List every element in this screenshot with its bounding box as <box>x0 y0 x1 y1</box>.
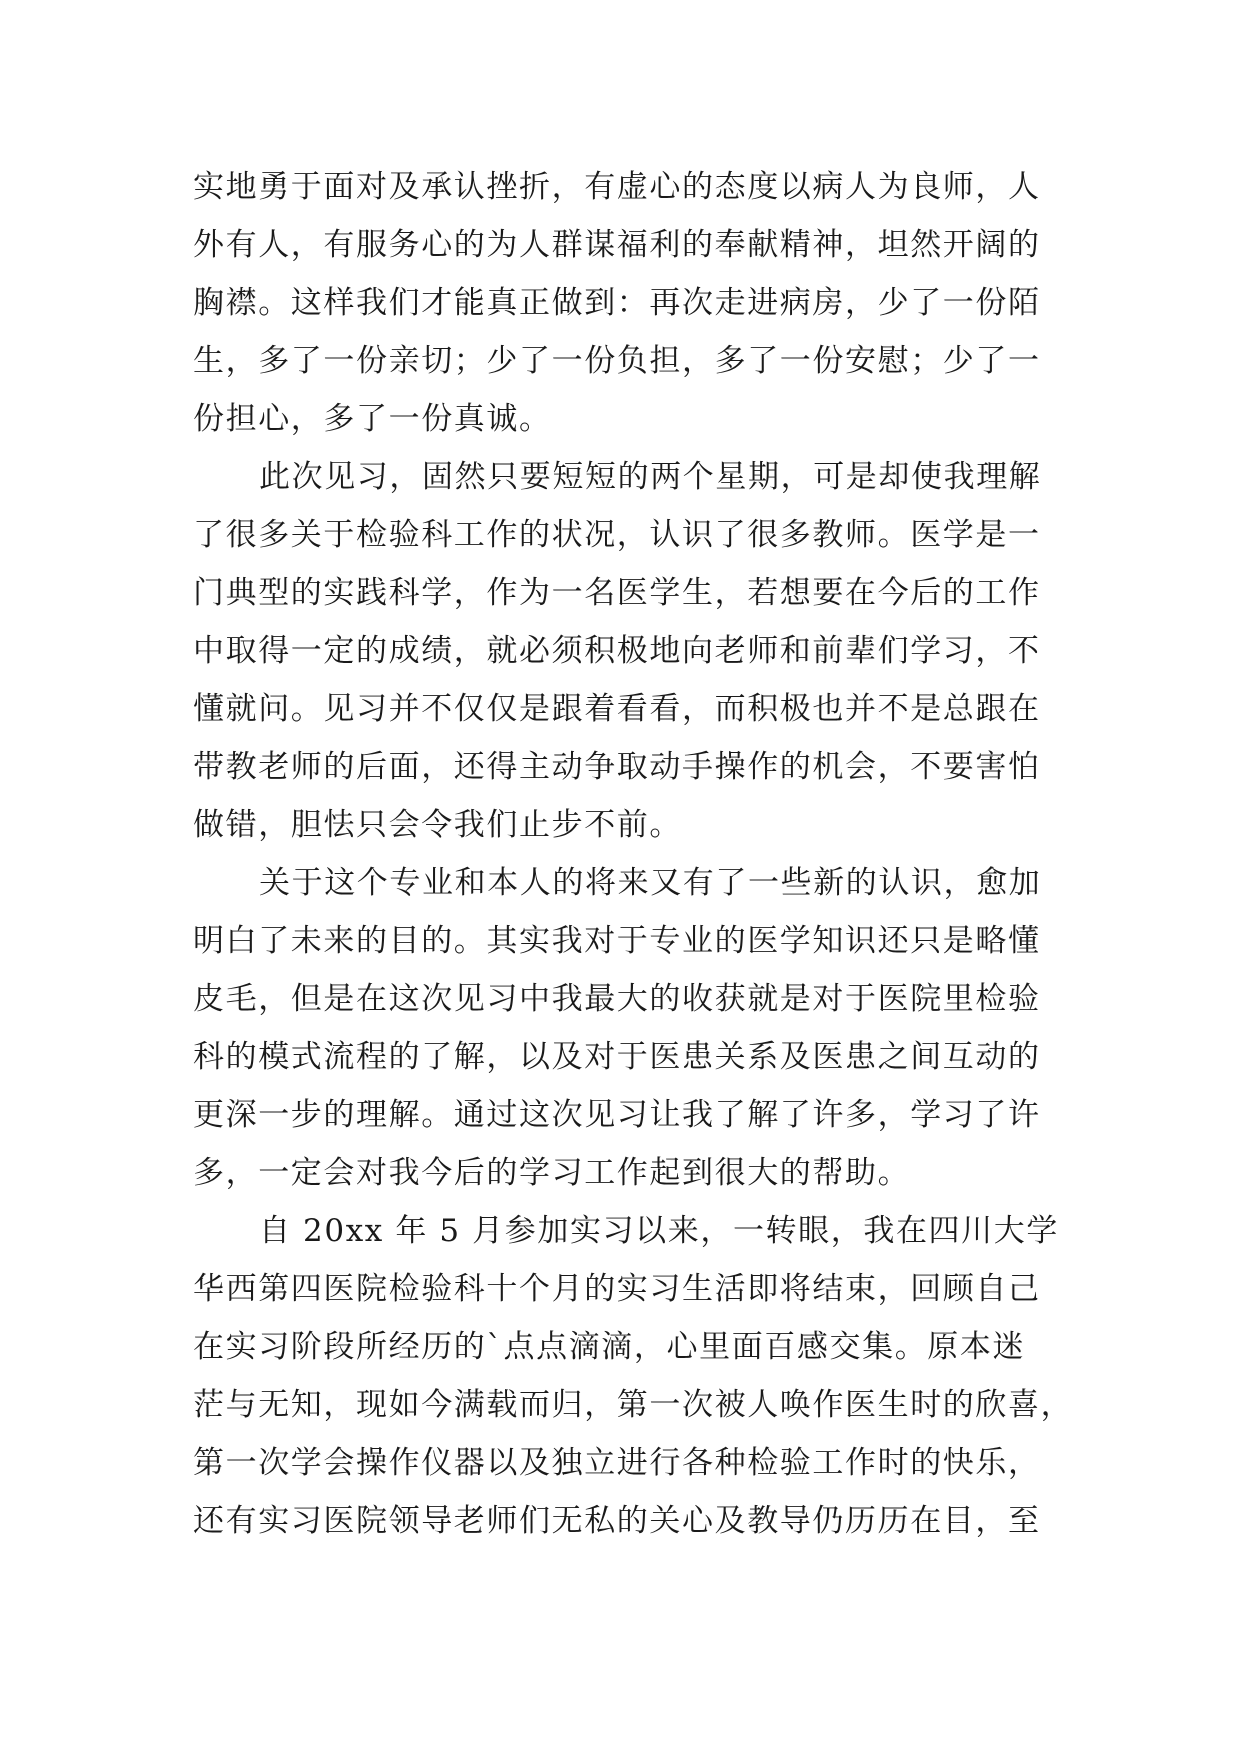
text-line: 外有人，有服务心的为人群谋福利的奉献精神，坦然开阔的 <box>193 227 1041 263</box>
text-line: 更深一步的理解。通过这次见习让我了解了许多，学习了许 <box>193 1097 1041 1133</box>
text-line: 第一次学会操作仪器以及独立进行各种检验工作时的快乐， <box>193 1445 1041 1481</box>
text-line: 茫与无知，现如今满载而归，第一次被人唤作医生时的欣喜， <box>193 1387 1074 1423</box>
text-line: 做错，胆怯只会令我们止步不前。 <box>193 807 682 843</box>
text-line: 实地勇于面对及承认挫折，有虚心的态度以病人为良师，人 <box>193 169 1041 205</box>
paragraph-first-line: 关于这个专业和本人的将来又有了一些新的认识，愈加 <box>259 865 1042 901</box>
text-line: 份担心，多了一份真诚。 <box>193 401 552 437</box>
text-line: 科的模式流程的了解，以及对于医患关系及医患之间互动的 <box>193 1039 1041 1075</box>
text-line: 还有实习医院领导老师们无私的关心及教导仍历历在目，至 <box>193 1503 1041 1539</box>
text-line: 带教老师的后面，还得主动争取动手操作的机会，不要害怕 <box>193 749 1041 785</box>
paragraph-first-line: 此次见习，固然只要短短的两个星期，可是却使我理解 <box>259 459 1042 495</box>
text-line: 明白了未来的目的。其实我对于专业的医学知识还只是略懂 <box>193 923 1041 959</box>
text-line: 中取得一定的成绩，就必须积极地向老师和前辈们学习，不 <box>193 633 1041 669</box>
text-line: 门典型的实践科学，作为一名医学生，若想要在今后的工作 <box>193 575 1041 611</box>
text-line: 生，多了一份亲切；少了一份负担，多了一份安慰；少了一 <box>193 343 1041 379</box>
text-line: 多，一定会对我今后的学习工作起到很大的帮助。 <box>193 1155 911 1191</box>
text-line: 懂就问。见习并不仅仅是跟着看看，而积极也并不是总跟在 <box>193 691 1041 727</box>
text-line: 在实习阶段所经历的`点点滴滴，心里面百感交集。原本迷 <box>193 1329 1026 1365</box>
body-text <box>193 158 1074 1550</box>
text-line: 了很多关于检验科工作的状况，认识了很多教师。医学是一 <box>193 517 1041 553</box>
text-line: 华西第四医院检验科十个月的实习生活即将结束，回顾自己 <box>193 1271 1041 1307</box>
paragraph-first-line: 自 20xx 年 5 月参加实习以来，一转眼，我在四川大学 <box>259 1213 1059 1249</box>
text-line: 胸襟。这样我们才能真正做到：再次走进病房，少了一份陌 <box>193 285 1041 321</box>
text-line: 皮毛，但是在这次见习中我最大的收获就是对于医院里检验 <box>193 981 1041 1017</box>
